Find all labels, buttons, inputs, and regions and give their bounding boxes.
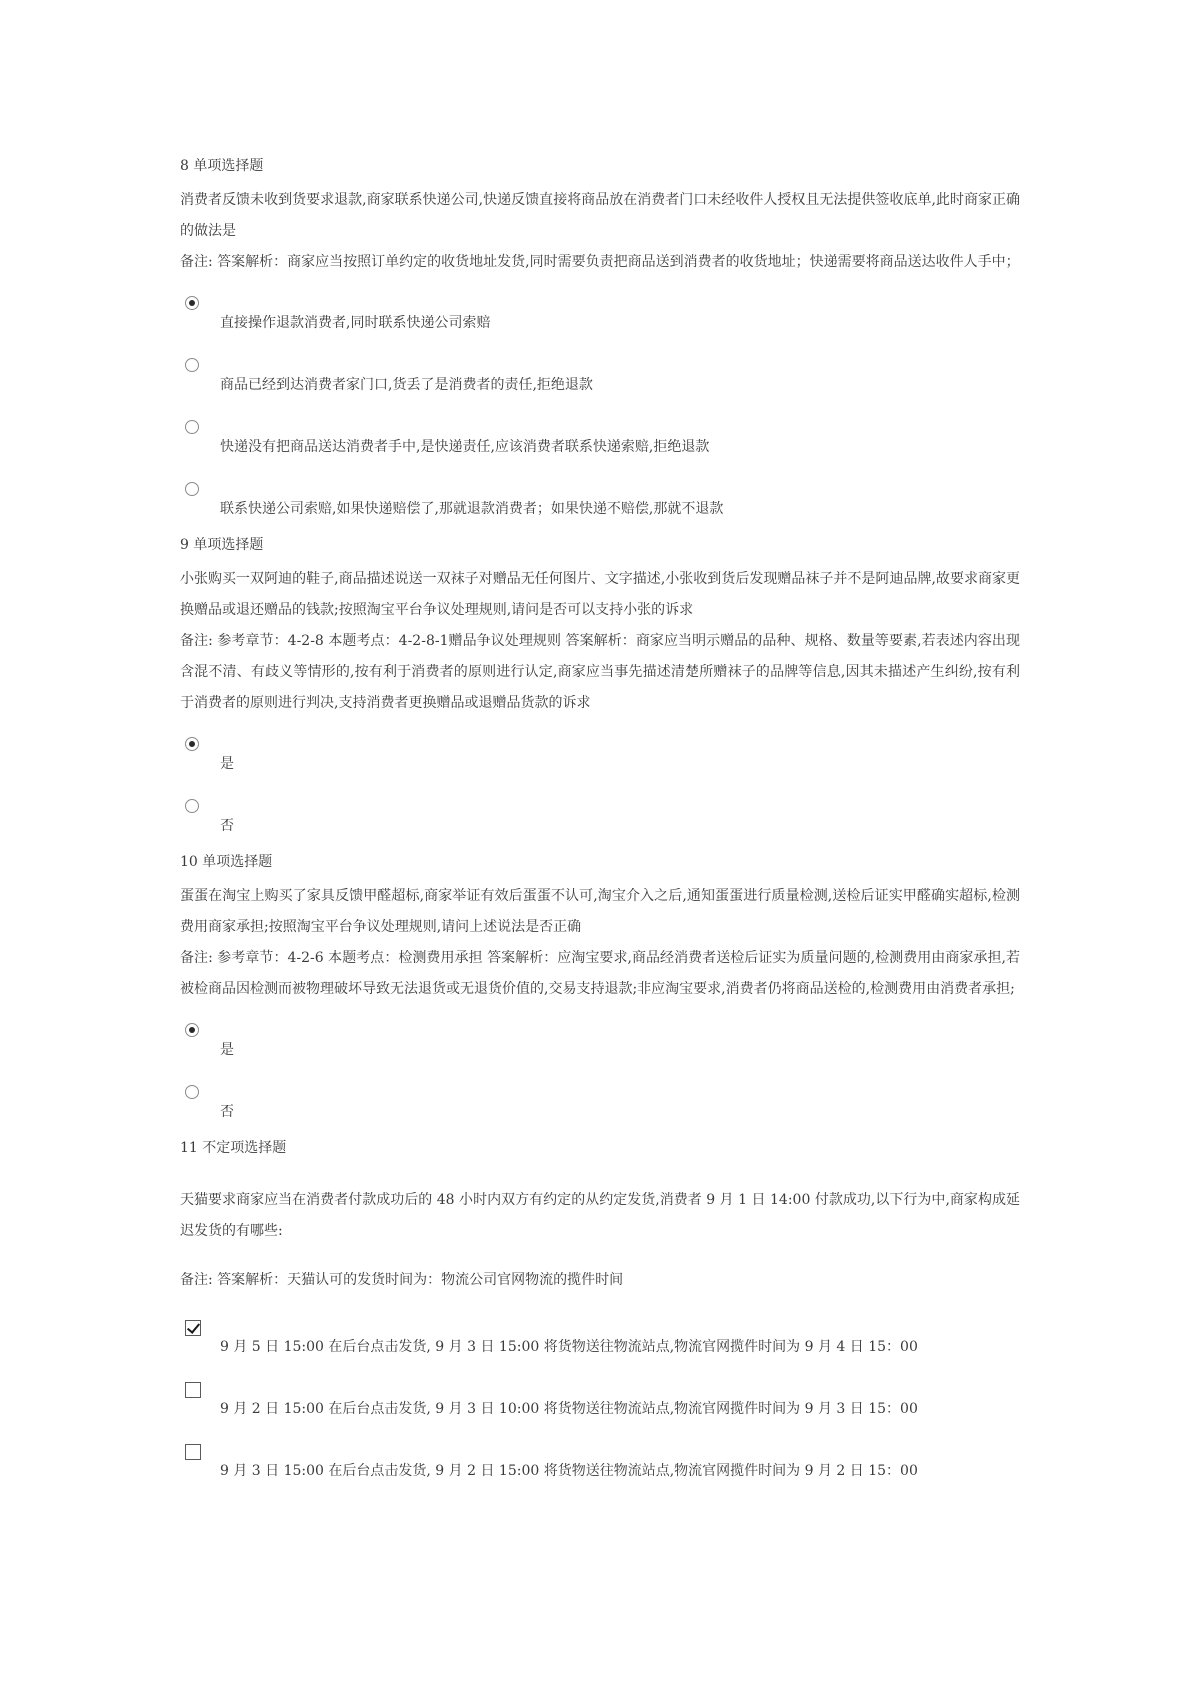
radio-button[interactable]	[185, 358, 199, 372]
option-a[interactable]	[180, 286, 1020, 348]
option-b[interactable]	[180, 348, 1020, 410]
option-label: 直接操作退款消费者,同时联系快递公司索赔	[220, 315, 491, 331]
radio-button[interactable]	[185, 420, 199, 434]
option-a[interactable]	[180, 1310, 1020, 1372]
question-header: 10 单项选择题	[180, 854, 273, 870]
answer-note: 备注: 答案解析：天猫认可的发货时间为：物流公司官网物流的揽件时间	[180, 1272, 624, 1288]
option-yes[interactable]	[180, 727, 1020, 789]
answer-note: 备注: 参考章节：4-2-6 本题考点：检测费用承担 答案解析：应淘宝要求,商品经消费者送检后证实为质量问题的,检测费用由商家承担,若被检商品因检测而被物理破坏导致无法退货或无退货价值的,交易支持退款;非应淘宝要求,消费者仍将商品送检的,检测费用由消费者承担;	[180, 950, 1020, 997]
option-label: 是	[220, 1042, 234, 1058]
question-stem: 消费者反馈未收到货要求退款,商家联系快递公司,快递反馈直接将商品放在消费者门口未经收件人授权且无法提供签收底单,此时商家正确的做法是	[180, 192, 1020, 239]
radio-button-selected[interactable]	[185, 296, 199, 310]
question-stem: 小张购买一双阿迪的鞋子,商品描述说送一双袜子对赠品无任何图片、文字描述,小张收到货后发现赠品袜子并不是阿迪品牌,故要求商家更换赠品或退还赠品的钱款;按照淘宝平台争议处理规则,请问是否可以支持小张的诉求	[180, 571, 1020, 618]
question-stem: 天猫要求商家应当在消费者付款成功后的 48 小时内双方有约定的从约定发货,消费者 9 月 1 日 14:00 付款成功,以下行为中,商家构成延迟发货的有哪些:	[180, 1192, 1020, 1239]
question-stem: 蛋蛋在淘宝上购买了家具反馈甲醛超标,商家举证有效后蛋蛋不认可,淘宝介入之后,通知蛋蛋进行质量检测,送检后证实甲醛确实超标,检测费用商家承担;按照淘宝平台争议处理规则,请问上述说法是否正确	[180, 888, 1020, 935]
checkmark-icon	[187, 1320, 200, 1334]
answer-note: 备注: 参考章节：4-2-8 本题考点：4-2-8-1赠品争议处理规则 答案解析：商家应当明示赠品的品种、规格、数量等要素,若表述内容出现含混不清、有歧义等情形的,按有利于消费者的原则进行认定,商家应当事先描述清楚所赠袜子的品牌等信息,因其未描述产生纠纷,按有利于消费者的原则进行判决,支持消费者更换赠品或退赠品货款的诉求	[180, 633, 1020, 711]
radio-button-selected[interactable]	[185, 1023, 199, 1037]
radio-button[interactable]	[185, 482, 199, 496]
question-8	[180, 155, 1020, 534]
option-b[interactable]	[180, 1372, 1020, 1434]
option-no[interactable]	[180, 789, 1020, 851]
question-11	[180, 1137, 1020, 1496]
option-yes[interactable]	[180, 1013, 1020, 1075]
option-label: 否	[220, 1104, 234, 1120]
option-label: 否	[220, 818, 234, 834]
option-d[interactable]	[180, 472, 1020, 534]
option-label: 快递没有把商品送达消费者手中,是快递责任,应该消费者联系快递索赔,拒绝退款	[220, 439, 710, 455]
option-c[interactable]	[180, 1434, 1020, 1496]
question-10	[180, 851, 1020, 1137]
checkbox[interactable]	[185, 1444, 201, 1460]
option-label: 9 月 5 日 15:00 在后台点击发货, 9 月 3 日 15:00 将货物送往物流站点,物流官网揽件时间为 9 月 4 日 15：00	[220, 1339, 918, 1355]
option-c[interactable]	[180, 410, 1020, 472]
checkbox[interactable]	[185, 1382, 201, 1398]
option-label: 9 月 3 日 15:00 在后台点击发货, 9 月 2 日 15:00 将货物送往物流站点,物流官网揽件时间为 9 月 2 日 15：00	[220, 1463, 918, 1479]
option-label: 商品已经到达消费者家门口,货丢了是消费者的责任,拒绝退款	[220, 377, 593, 393]
answer-note: 备注: 答案解析：商家应当按照订单约定的收货地址发货,同时需要负责把商品送到消费者的收货地址；快递需要将商品送达收件人手中；	[180, 254, 1020, 270]
question-9	[180, 534, 1020, 851]
option-no[interactable]	[180, 1075, 1020, 1137]
option-label: 联系快递公司索赔,如果快递赔偿了,那就退款消费者；如果快递不赔偿,那就不退款	[220, 501, 724, 517]
question-header: 8 单项选择题	[180, 158, 264, 174]
checkbox-checked[interactable]	[185, 1320, 201, 1336]
radio-button[interactable]	[185, 1085, 199, 1099]
question-header: 11 不定项选择题	[180, 1140, 287, 1156]
exam-page	[180, 155, 1020, 1496]
radio-button-selected[interactable]	[185, 737, 199, 751]
question-header: 9 单项选择题	[180, 537, 264, 553]
radio-button[interactable]	[185, 799, 199, 813]
option-label: 9 月 2 日 15:00 在后台点击发货, 9 月 3 日 10:00 将货物送往物流站点,物流官网揽件时间为 9 月 3 日 15：00	[220, 1401, 918, 1417]
option-label: 是	[220, 756, 234, 772]
